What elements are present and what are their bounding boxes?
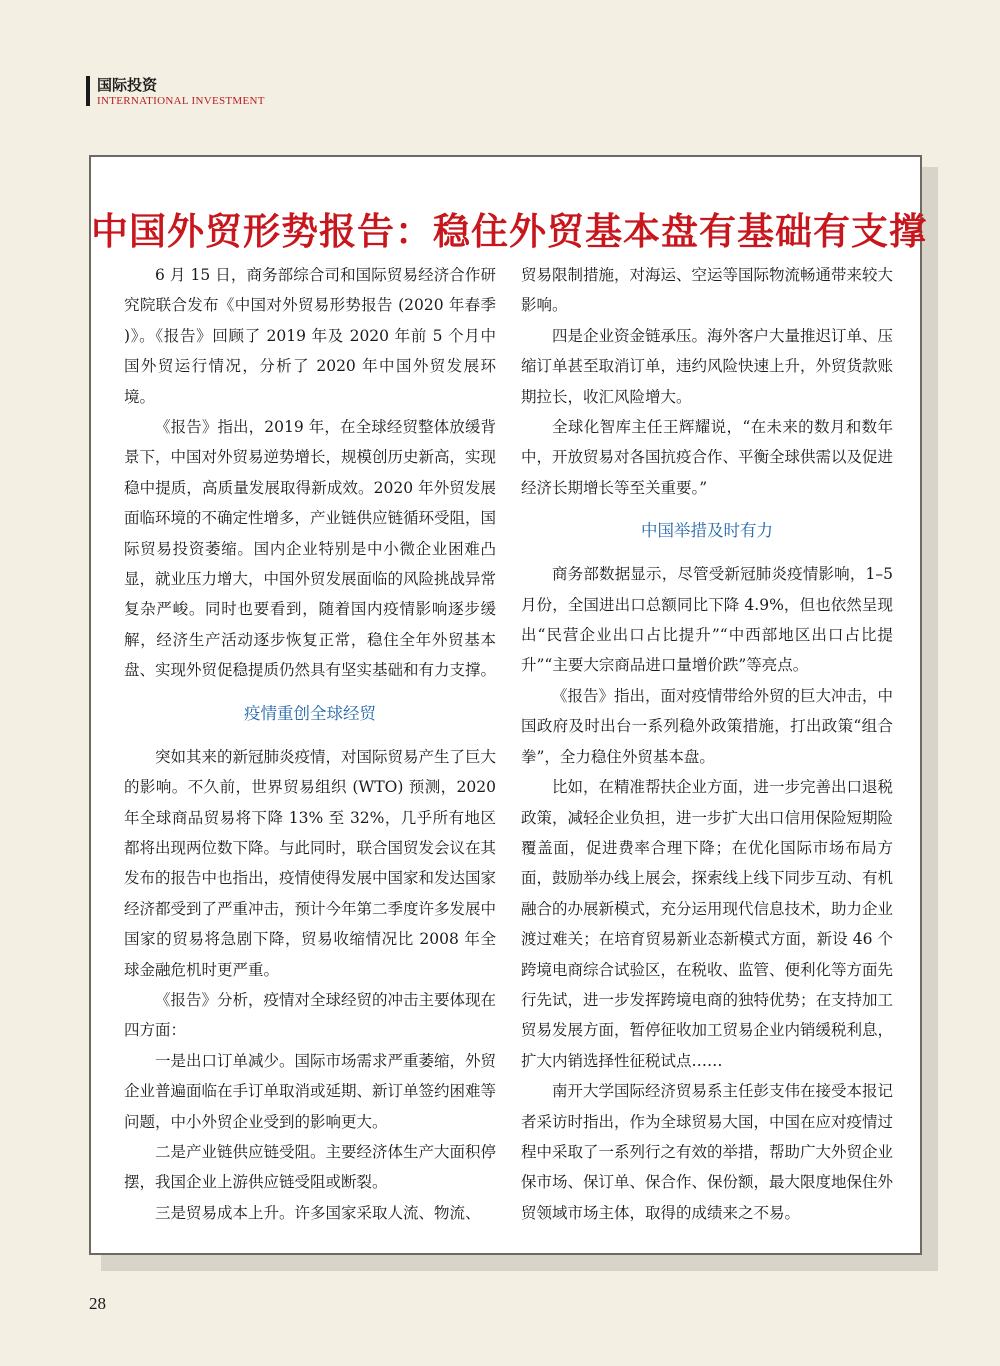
paragraph: 贸易限制措施，对海运、空运等国际物流畅通带来较大影响。 <box>521 266 894 315</box>
section-title-cn: 国际投资 <box>97 76 158 94</box>
subheading: 疫情重创全球经贸 <box>244 703 376 723</box>
paragraph: 商务部数据显示，尽管受新冠肺炎疫情影响，1–5 月份，全国进出口总额同比下降 4.9%，但也依然呈现出“民营企业出口占比提升”“中西部地区出口占比提升”“主要大宗商品进口量增价跌”等亮点。 <box>521 565 893 675</box>
header-accent-bar <box>86 76 90 106</box>
paragraph: 全球化智库主任王辉耀说，“在未来的数月和数年中，开放贸易对各国抗疫合作、平衡全球供需以及促进经济长期增长等至关重要。” <box>521 418 894 497</box>
paragraph: 《报告》指出，面对疫情带给外贸的巨大冲击，中国政府及时出台一系列稳外政策措施，打出政策“组合拳”，全力稳住外贸基本盘。 <box>521 686 894 766</box>
right-column <box>521 260 893 1228</box>
paragraph: 6 月 15 日，商务部综合司和国际贸易经济合作研究院联合发布《中国对外贸易形势报告 (2020 年春季 )》。《报告》回顾了 2019 年及 2020 年前 5 个月中国外贸运行情况，分析了 2020 年中国外贸发展环境。 <box>124 266 496 406</box>
left-column <box>124 260 496 1228</box>
section-title-en: INTERNATIONAL INVESTMENT <box>97 95 265 107</box>
subheading: 中国举措及时有力 <box>641 521 773 541</box>
article-panel <box>89 155 927 1255</box>
page-number: 28 <box>89 1294 106 1313</box>
paragraph: 突如其来的新冠肺炎疫情，对国际贸易产生了巨大的影响。不久前，世界贸易组织 (WTO) 预测，2020 年全球商品贸易将下降 13% 至 32%，几乎所有地区都将出现两位数下降。与此同时，联合国贸发会议在其发布的报告中也指出，疫情使得发展中国家和发达国家经济都受到了严重冲击，预计今年第二季度许多发展中国家的贸易将急剧下降，贸易收缩情况比 2008 年全球金融危机时更严重。 <box>124 747 497 979</box>
paragraph: 《报告》分析，疫情对全球经贸的冲击主要体现在四方面： <box>124 990 497 1040</box>
paragraph: 二是产业链供应链受阻。主要经济体生产大面积停摆，我国企业上游供应链受阻或断裂。 <box>124 1142 497 1192</box>
paragraph: 南开大学国际经济贸易系主任彭支伟在接受本报记者采访时指出，作为全球贸易大国，中国在应对疫情过程中采取了一系列行之有效的举措，帮助广大外贸企业保市场、保订单、保合作、保份额，最大限度地保住外贸领域市场主体，取得的成绩来之不易。 <box>521 1082 894 1222</box>
article-title: 中国外贸形势报告：稳住外贸基本盘有基础有支撑 <box>91 209 927 253</box>
paragraph: 一是出口订单减少。国际市场需求严重萎缩，外贸企业普遍面临在手订单取消或延期、新订单签约困难等问题，中小外贸企业受到的影响更大。 <box>124 1051 497 1131</box>
paragraph: 《报告》指出，2019 年，在全球经贸整体放缓背景下，中国对外贸易逆势增长，规模创历史新高，实现稳中提质，高质量发展取得新成效。2020 年外贸发展面临环境的不确定性增多，产业链供应链循环受阻，国际贸易投资萎缩。国内企业特别是中小微企业困难凸显，就业压力增大，中国外贸发展面临的风险挑战异常复杂严峻。同时也要看到，随着国内疫情影响逐步缓解，经济生产活动逐步恢复正常，稳住全年外贸基本盘、实现外贸促稳提质仍然具有坚实基础和有力支撑。 <box>124 418 497 680</box>
paragraph: 比如，在精准帮扶企业方面，进一步完善出口退税政策，减轻企业负担，进一步扩大出口信用保险短期险覆盖面，促进费率合理下降；在优化国际市场布局方面，鼓励举办线上展会，探索线上线下同步互动、有机融合的办展新模式，充分运用现代信息技术，助力企业渡过难关；在培育贸易新业态新模式方面，新设 46 个跨境电商综合试验区，在税收、监管、便利化等方面先行先试，进一步发挥跨境电商的独特优势；在支持加工贸易发展方面，暂停征收加工贸易企业内销缓税利息，扩大内销选择性征税试点…… <box>521 778 894 1070</box>
paragraph: 三是贸易成本上升。许多国家采取人流、物流、 <box>155 1203 481 1222</box>
paragraph: 四是企业资金链承压。海外客户大量推迟订单、压缩订单甚至取消订单，违约风险快速上升，外贸货款账期拉长，收汇风险增大。 <box>521 326 894 406</box>
